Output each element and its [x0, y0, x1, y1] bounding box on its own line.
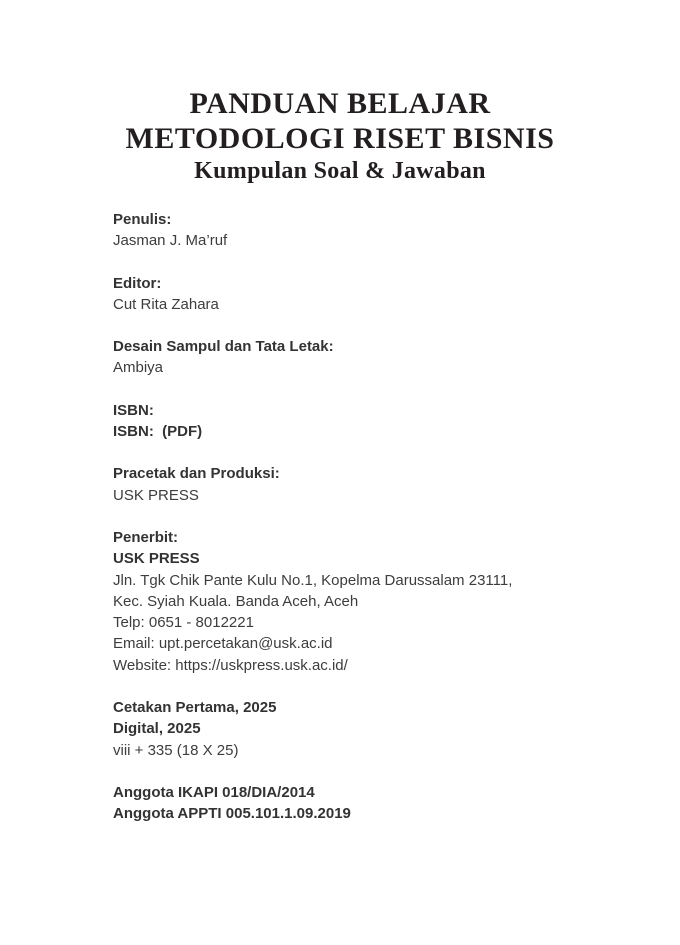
- section-penerbit: [113, 527, 567, 676]
- colophon-line: Pracetak dan Produksi:: [113, 465, 280, 483]
- section-penulis: [113, 209, 567, 252]
- colophon-line: USK PRESS: [113, 486, 199, 504]
- section-cetakan: [113, 697, 567, 761]
- colophon-line: Penulis:: [113, 211, 172, 228]
- section-pracetak-produksi: [113, 463, 567, 506]
- colophon-line: ISBN: (PDF): [113, 423, 203, 441]
- colophon-line: Desain Sampul dan Tata Letak:: [113, 338, 334, 356]
- section-desain-sampul: [113, 336, 567, 379]
- colophon-line: Anggota APPTI 005.101.1.09.2019: [113, 805, 351, 823]
- colophon-line: Penerbit:: [113, 528, 179, 546]
- colophon-line: viii + 335 (18 X 25): [113, 741, 239, 759]
- book-subtitle: Kumpulan Soal & Jawaban: [194, 158, 486, 184]
- colophon-line: Email: upt.percetakan@usk.ac.id: [113, 635, 333, 653]
- colophon-line: Kec. Syiah Kuala. Banda Aceh, Aceh: [113, 592, 359, 610]
- section-editor: [113, 273, 567, 316]
- book-title-line-1: PANDUAN BELAJAR: [189, 87, 491, 120]
- colophon-line: Ambiya: [113, 359, 164, 377]
- colophon-line: Website: https://uskpress.usk.ac.id/: [113, 656, 348, 674]
- section-anggota: [113, 782, 567, 825]
- colophon-line: USK PRESS: [113, 550, 200, 568]
- colophon-line: Cetakan Pertama, 2025: [113, 699, 277, 717]
- colophon-line: Cut Rita Zahara: [113, 295, 219, 313]
- colophon-line: Anggota IKAPI 018/DIA/2014: [113, 783, 315, 801]
- colophon-line: Editor:: [113, 274, 162, 292]
- book-title-block: [73, 86, 607, 187]
- colophon-line: Jasman J. Ma’ruf: [113, 232, 228, 250]
- colophon-line: Jln. Tgk Chik Pante Kulu No.1, Kopelma Darussalam 23111,: [113, 571, 513, 589]
- section-isbn: [113, 400, 567, 443]
- colophon-line: Telp: 0651 - 8012221: [113, 614, 254, 632]
- colophon-line: ISBN:: [113, 401, 154, 419]
- colophon: [113, 209, 567, 825]
- colophon-line: Digital, 2025: [113, 720, 201, 738]
- book-title-line-2: METODOLOGI RISET BISNIS: [125, 122, 555, 155]
